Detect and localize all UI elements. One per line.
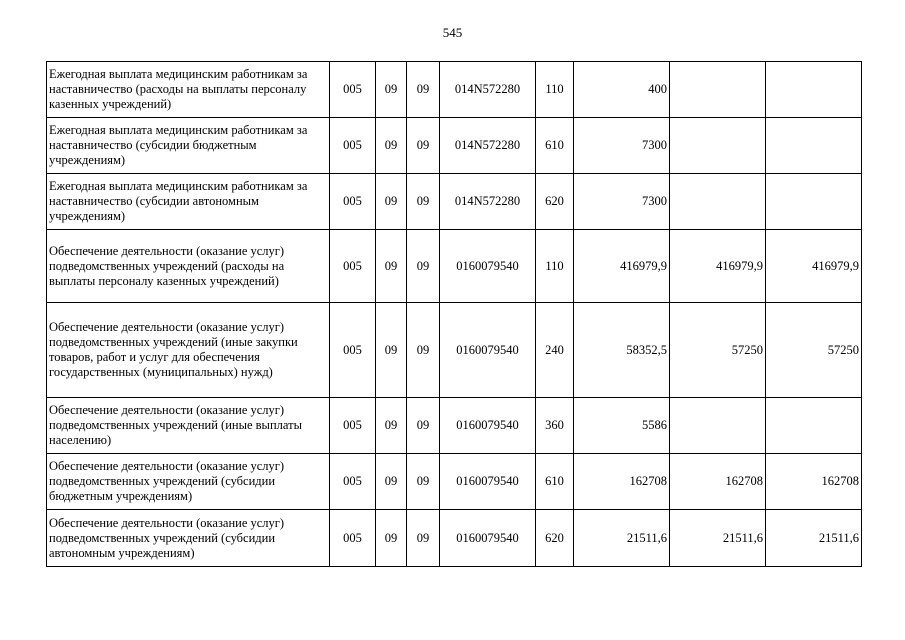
section-code: 09 — [376, 118, 407, 174]
ministry-code: 005 — [330, 230, 376, 303]
row-name: Обеспечение деятельности (оказание услуг) подведомственных учреждений (иные закупки товаров, работ и услуг для обеспечения государственных (муниципальных) нужд) — [47, 303, 330, 398]
section-code: 09 — [376, 398, 407, 454]
row-name: Обеспечение деятельности (оказание услуг) подведомственных учреждений (расходы на выплаты персоналу казенных учреждений) — [47, 230, 330, 303]
amount-year-3 — [766, 174, 862, 230]
table-row — [47, 303, 862, 398]
ministry-code: 005 — [330, 174, 376, 230]
ministry-code: 005 — [330, 510, 376, 567]
amount-year-3: 21511,6 — [766, 510, 862, 567]
amount-year-3: 57250 — [766, 303, 862, 398]
row-name: Обеспечение деятельности (оказание услуг) подведомственных учреждений (субсидии автономным учреждениям) — [47, 510, 330, 567]
section-code: 09 — [376, 510, 407, 567]
subsection-code: 09 — [407, 230, 440, 303]
expense-type-code: 110 — [536, 62, 574, 118]
amount-year-2 — [670, 62, 766, 118]
subsection-code: 09 — [407, 510, 440, 567]
row-name: Ежегодная выплата медицинским работникам за наставничество (субсидии бюджетным учреждениям) — [47, 118, 330, 174]
section-code: 09 — [376, 303, 407, 398]
subsection-code: 09 — [407, 454, 440, 510]
ministry-code: 005 — [330, 118, 376, 174]
amount-year-1: 7300 — [574, 174, 670, 230]
expense-type-code: 610 — [536, 118, 574, 174]
page-number: 545 — [442, 25, 463, 40]
table-row — [47, 118, 862, 174]
expense-type-code: 360 — [536, 398, 574, 454]
subsection-code: 09 — [407, 118, 440, 174]
expense-type-code: 620 — [536, 174, 574, 230]
table-row — [47, 510, 862, 567]
target-article-code: 0160079540 — [440, 454, 536, 510]
budget-table — [46, 61, 862, 567]
expense-type-code: 620 — [536, 510, 574, 567]
amount-year-3: 416979,9 — [766, 230, 862, 303]
subsection-code: 09 — [407, 62, 440, 118]
amount-year-1: 7300 — [574, 118, 670, 174]
target-article-code: 014N572280 — [440, 174, 536, 230]
section-code: 09 — [376, 230, 407, 303]
amount-year-1: 21511,6 — [574, 510, 670, 567]
table-row — [47, 174, 862, 230]
row-name: Ежегодная выплата медицинским работникам за наставничество (расходы на выплаты персоналу казенных учреждений) — [47, 62, 330, 118]
table-row — [47, 230, 862, 303]
amount-year-2 — [670, 118, 766, 174]
target-article-code: 0160079540 — [440, 230, 536, 303]
expense-type-code: 110 — [536, 230, 574, 303]
target-article-code: 014N572280 — [440, 62, 536, 118]
amount-year-3 — [766, 398, 862, 454]
subsection-code: 09 — [407, 398, 440, 454]
amount-year-1: 416979,9 — [574, 230, 670, 303]
section-code: 09 — [376, 62, 407, 118]
row-name: Обеспечение деятельности (оказание услуг) подведомственных учреждений (иные выплаты населению) — [47, 398, 330, 454]
table-row — [47, 454, 862, 510]
ministry-code: 005 — [330, 303, 376, 398]
subsection-code: 09 — [407, 303, 440, 398]
amount-year-3 — [766, 118, 862, 174]
amount-year-1: 400 — [574, 62, 670, 118]
amount-year-3 — [766, 62, 862, 118]
section-code: 09 — [376, 174, 407, 230]
expense-type-code: 610 — [536, 454, 574, 510]
row-name: Обеспечение деятельности (оказание услуг) подведомственных учреждений (субсидии бюджетным учреждениям) — [47, 454, 330, 510]
row-name: Ежегодная выплата медицинским работникам за наставничество (субсидии автономным учреждениям) — [47, 174, 330, 230]
subsection-code: 09 — [407, 174, 440, 230]
amount-year-3: 162708 — [766, 454, 862, 510]
table-row — [47, 398, 862, 454]
target-article-code: 014N572280 — [440, 118, 536, 174]
ministry-code: 005 — [330, 62, 376, 118]
table-row — [47, 62, 862, 118]
section-code: 09 — [376, 454, 407, 510]
target-article-code: 0160079540 — [440, 398, 536, 454]
amount-year-2: 416979,9 — [670, 230, 766, 303]
ministry-code: 005 — [330, 398, 376, 454]
amount-year-2 — [670, 174, 766, 230]
target-article-code: 0160079540 — [440, 303, 536, 398]
amount-year-2: 57250 — [670, 303, 766, 398]
target-article-code: 0160079540 — [440, 510, 536, 567]
amount-year-2: 21511,6 — [670, 510, 766, 567]
ministry-code: 005 — [330, 454, 376, 510]
expense-type-code: 240 — [536, 303, 574, 398]
amount-year-1: 58352,5 — [574, 303, 670, 398]
amount-year-1: 162708 — [574, 454, 670, 510]
amount-year-2 — [670, 398, 766, 454]
amount-year-1: 5586 — [574, 398, 670, 454]
amount-year-2: 162708 — [670, 454, 766, 510]
